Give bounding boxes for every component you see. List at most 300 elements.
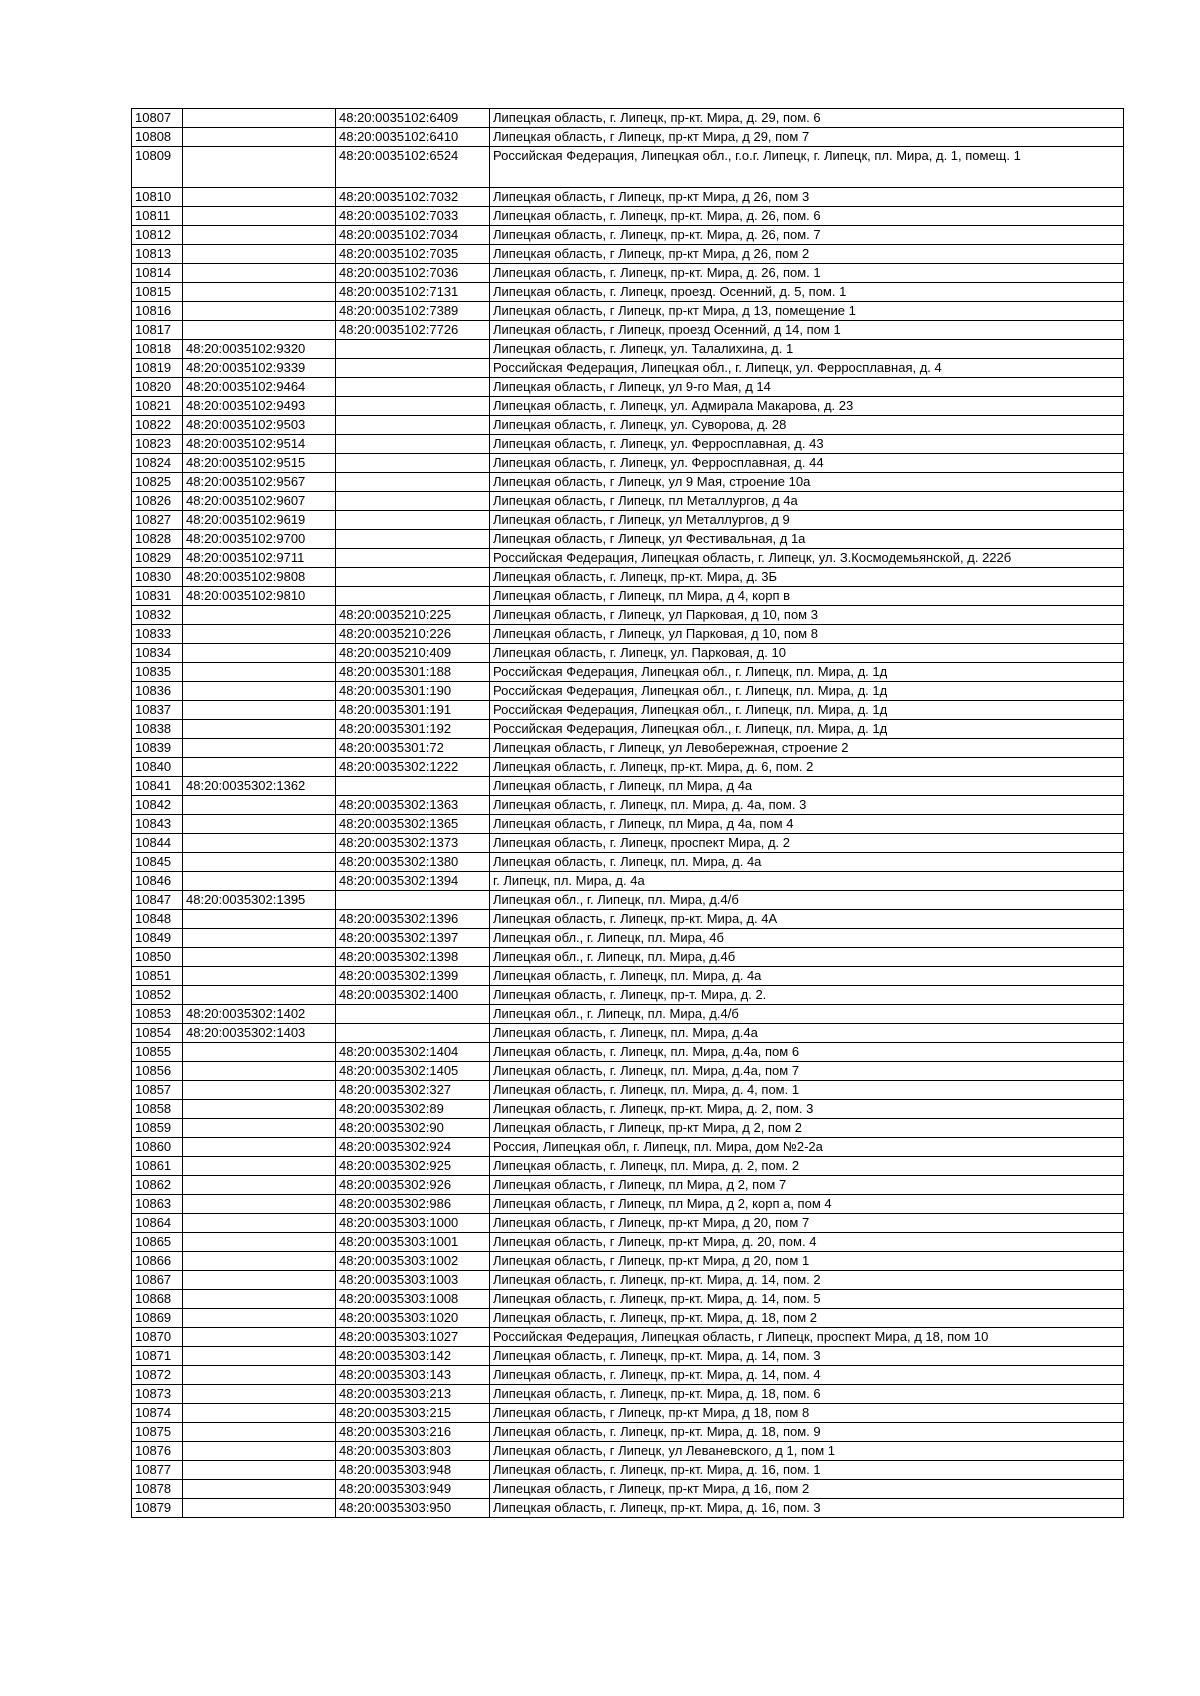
cadastral-number-b-cell: 48:20:0035102:6410 xyxy=(336,128,490,147)
table-row xyxy=(132,1328,1124,1347)
address-cell: Липецкая область, г Липецк, ул Фестивальная, д 1а xyxy=(490,530,1124,549)
row-number-cell: 10820 xyxy=(132,378,183,397)
cadastral-number-b-cell xyxy=(336,492,490,511)
cadastral-number-b-cell: 48:20:0035301:191 xyxy=(336,701,490,720)
table-row xyxy=(132,1423,1124,1442)
row-number-cell: 10859 xyxy=(132,1119,183,1138)
row-number-cell: 10874 xyxy=(132,1404,183,1423)
address-cell: Липецкая область, г Липецк, ул 9 Мая, строение 10а xyxy=(490,473,1124,492)
table-row xyxy=(132,701,1124,720)
address-cell: Липецкая обл., г. Липецк, пл. Мира, 4б xyxy=(490,929,1124,948)
row-number-cell: 10843 xyxy=(132,815,183,834)
table-row xyxy=(132,245,1124,264)
cadastral-number-a-cell xyxy=(183,625,336,644)
cadastral-number-b-cell xyxy=(336,359,490,378)
data-table xyxy=(131,108,1124,1518)
cadastral-number-a-cell xyxy=(183,1366,336,1385)
address-cell: Липецкая область, г. Липецк, пр-кт. Мира, д. 26, пом. 1 xyxy=(490,264,1124,283)
cadastral-number-a-cell xyxy=(183,1100,336,1119)
row-number-cell: 10810 xyxy=(132,188,183,207)
address-cell: Липецкая область, г. Липецк, пр-кт. Мира, д. 14, пом. 2 xyxy=(490,1271,1124,1290)
row-number-cell: 10858 xyxy=(132,1100,183,1119)
row-number-cell: 10833 xyxy=(132,625,183,644)
cadastral-number-a-cell xyxy=(183,1081,336,1100)
cadastral-number-a-cell xyxy=(183,739,336,758)
row-number-cell: 10828 xyxy=(132,530,183,549)
table-row xyxy=(132,1119,1124,1138)
table-row xyxy=(132,416,1124,435)
cadastral-number-a-cell xyxy=(183,1499,336,1518)
row-number-cell: 10876 xyxy=(132,1442,183,1461)
cadastral-number-a-cell: 48:20:0035102:9464 xyxy=(183,378,336,397)
cadastral-number-b-cell: 48:20:0035303:142 xyxy=(336,1347,490,1366)
address-cell: Липецкая область, г Липецк, пл Мира, д 2, пом 7 xyxy=(490,1176,1124,1195)
table-row xyxy=(132,492,1124,511)
row-number-cell: 10825 xyxy=(132,473,183,492)
cadastral-number-b-cell: 48:20:0035102:7036 xyxy=(336,264,490,283)
cadastral-number-a-cell xyxy=(183,1328,336,1347)
property-register-table xyxy=(131,108,1124,1518)
cadastral-number-b-cell: 48:20:0035303:143 xyxy=(336,1366,490,1385)
address-cell: Липецкая область, г. Липецк, пр-кт. Мира, д. 2, пом. 3 xyxy=(490,1100,1124,1119)
table-row xyxy=(132,739,1124,758)
row-number-cell: 10840 xyxy=(132,758,183,777)
cadastral-number-a-cell xyxy=(183,1233,336,1252)
row-number-cell: 10870 xyxy=(132,1328,183,1347)
cadastral-number-a-cell: 48:20:0035102:9808 xyxy=(183,568,336,587)
row-number-cell: 10834 xyxy=(132,644,183,663)
table-row xyxy=(132,302,1124,321)
row-number-cell: 10862 xyxy=(132,1176,183,1195)
table-row xyxy=(132,777,1124,796)
cadastral-number-a-cell xyxy=(183,147,336,188)
cadastral-number-a-cell: 48:20:0035102:9320 xyxy=(183,340,336,359)
address-cell: Липецкая область, г. Липецк, ул. Адмирала Макарова, д. 23 xyxy=(490,397,1124,416)
address-cell: Липецкая область, г Липецк, пл Мира, д 4а, пом 4 xyxy=(490,815,1124,834)
address-cell: Российская Федерация, Липецкая обл., г. Липецк, пл. Мира, д. 1д xyxy=(490,663,1124,682)
row-number-cell: 10826 xyxy=(132,492,183,511)
cadastral-number-a-cell xyxy=(183,834,336,853)
cadastral-number-b-cell: 48:20:0035303:1001 xyxy=(336,1233,490,1252)
table-row xyxy=(132,435,1124,454)
cadastral-number-a-cell xyxy=(183,1271,336,1290)
cadastral-number-b-cell: 48:20:0035210:225 xyxy=(336,606,490,625)
cadastral-number-b-cell: 48:20:0035302:1373 xyxy=(336,834,490,853)
cadastral-number-a-cell: 48:20:0035102:9515 xyxy=(183,454,336,473)
cadastral-number-b-cell: 48:20:0035302:1394 xyxy=(336,872,490,891)
cadastral-number-b-cell: 48:20:0035302:1222 xyxy=(336,758,490,777)
cadastral-number-a-cell xyxy=(183,226,336,245)
address-cell: Липецкая область, г. Липецк, пр-кт. Мира, д. 4А xyxy=(490,910,1124,929)
table-row xyxy=(132,1043,1124,1062)
table-row xyxy=(132,473,1124,492)
cadastral-number-a-cell xyxy=(183,1290,336,1309)
cadastral-number-a-cell: 48:20:0035302:1362 xyxy=(183,777,336,796)
table-row xyxy=(132,1271,1124,1290)
cadastral-number-a-cell: 48:20:0035102:9607 xyxy=(183,492,336,511)
cadastral-number-b-cell: 48:20:0035303:949 xyxy=(336,1480,490,1499)
cadastral-number-b-cell xyxy=(336,340,490,359)
address-cell: Липецкая область, г Липецк, пр-кт Мира, д 20, пом 1 xyxy=(490,1252,1124,1271)
address-cell: Липецкая область, г. Липецк, пр-кт. Мира, д. 14, пом. 5 xyxy=(490,1290,1124,1309)
cadastral-number-b-cell: 48:20:0035303:803 xyxy=(336,1442,490,1461)
cadastral-number-b-cell: 48:20:0035303:1002 xyxy=(336,1252,490,1271)
cadastral-number-b-cell: 48:20:0035102:7033 xyxy=(336,207,490,226)
cadastral-number-a-cell xyxy=(183,872,336,891)
cadastral-number-a-cell xyxy=(183,1404,336,1423)
table-row xyxy=(132,796,1124,815)
cadastral-number-a-cell: 48:20:0035302:1403 xyxy=(183,1024,336,1043)
cadastral-number-b-cell: 48:20:0035303:1000 xyxy=(336,1214,490,1233)
table-row xyxy=(132,1081,1124,1100)
row-number-cell: 10830 xyxy=(132,568,183,587)
row-number-cell: 10818 xyxy=(132,340,183,359)
table-row xyxy=(132,1195,1124,1214)
address-cell: Липецкая область, г. Липецк, пр-кт. Мира, д. 16, пом. 1 xyxy=(490,1461,1124,1480)
table-row xyxy=(132,1480,1124,1499)
row-number-cell: 10875 xyxy=(132,1423,183,1442)
cadastral-number-a-cell xyxy=(183,644,336,663)
row-number-cell: 10860 xyxy=(132,1138,183,1157)
row-number-cell: 10854 xyxy=(132,1024,183,1043)
address-cell: Липецкая область, г Липецк, пл Мира, д 4а xyxy=(490,777,1124,796)
cadastral-number-b-cell: 48:20:0035102:6524 xyxy=(336,147,490,188)
cadastral-number-a-cell xyxy=(183,815,336,834)
address-cell: Липецкая область, г Липецк, пр-кт Мира, д. 20, пом. 4 xyxy=(490,1233,1124,1252)
address-cell: Липецкая область, г. Липецк, пл. Мира, д.4а xyxy=(490,1024,1124,1043)
cadastral-number-b-cell: 48:20:0035303:213 xyxy=(336,1385,490,1404)
row-number-cell: 10850 xyxy=(132,948,183,967)
table-row xyxy=(132,530,1124,549)
cadastral-number-a-cell: 48:20:0035302:1395 xyxy=(183,891,336,910)
address-cell: Липецкая область, г. Липецк, проспект Мира, д. 2 xyxy=(490,834,1124,853)
cadastral-number-a-cell xyxy=(183,264,336,283)
cadastral-number-a-cell xyxy=(183,1119,336,1138)
row-number-cell: 10845 xyxy=(132,853,183,872)
cadastral-number-b-cell: 48:20:0035302:986 xyxy=(336,1195,490,1214)
cadastral-number-b-cell xyxy=(336,587,490,606)
address-cell: Липецкая область, г. Липецк, ул. Ферросплавная, д. 44 xyxy=(490,454,1124,473)
address-cell: Липецкая область, г. Липецк, пл. Мира, д. 4а xyxy=(490,853,1124,872)
cadastral-number-a-cell xyxy=(183,1461,336,1480)
row-number-cell: 10832 xyxy=(132,606,183,625)
cadastral-number-a-cell xyxy=(183,1252,336,1271)
cadastral-number-a-cell xyxy=(183,207,336,226)
row-number-cell: 10831 xyxy=(132,587,183,606)
cadastral-number-a-cell xyxy=(183,1195,336,1214)
cadastral-number-b-cell xyxy=(336,473,490,492)
table-row xyxy=(132,128,1124,147)
cadastral-number-a-cell xyxy=(183,910,336,929)
row-number-cell: 10844 xyxy=(132,834,183,853)
table-row xyxy=(132,910,1124,929)
cadastral-number-b-cell xyxy=(336,568,490,587)
cadastral-number-b-cell: 48:20:0035303:1003 xyxy=(336,1271,490,1290)
cadastral-number-a-cell xyxy=(183,1309,336,1328)
cadastral-number-b-cell: 48:20:0035301:188 xyxy=(336,663,490,682)
table-row xyxy=(132,682,1124,701)
table-row xyxy=(132,720,1124,739)
row-number-cell: 10856 xyxy=(132,1062,183,1081)
cadastral-number-b-cell: 48:20:0035302:327 xyxy=(336,1081,490,1100)
cadastral-number-b-cell: 48:20:0035102:7131 xyxy=(336,283,490,302)
table-row xyxy=(132,226,1124,245)
cadastral-number-a-cell xyxy=(183,188,336,207)
table-row xyxy=(132,283,1124,302)
cadastral-number-a-cell: 48:20:0035102:9711 xyxy=(183,549,336,568)
cadastral-number-a-cell xyxy=(183,967,336,986)
row-number-cell: 10822 xyxy=(132,416,183,435)
table-row xyxy=(132,1157,1124,1176)
table-row xyxy=(132,359,1124,378)
address-cell: Липецкая область, г. Липецк, пр-кт. Мира, д. 29, пом. 6 xyxy=(490,109,1124,128)
cadastral-number-a-cell xyxy=(183,948,336,967)
cadastral-number-b-cell: 48:20:0035302:1380 xyxy=(336,853,490,872)
row-number-cell: 10852 xyxy=(132,986,183,1005)
cadastral-number-a-cell xyxy=(183,1442,336,1461)
cadastral-number-b-cell: 48:20:0035302:1400 xyxy=(336,986,490,1005)
table-row xyxy=(132,340,1124,359)
address-cell: Липецкая область, г. Липецк, пр-кт. Мира, д. 26, пом. 7 xyxy=(490,226,1124,245)
row-number-cell: 10811 xyxy=(132,207,183,226)
cadastral-number-a-cell xyxy=(183,283,336,302)
cadastral-number-a-cell xyxy=(183,1480,336,1499)
table-row xyxy=(132,1404,1124,1423)
address-cell: Липецкая область, г Липецк, пл Мира, д 4, корп в xyxy=(490,587,1124,606)
cadastral-number-b-cell: 48:20:0035302:1405 xyxy=(336,1062,490,1081)
address-cell: Липецкая область, г. Липецк, пр-кт. Мира, д. 18, пом. 6 xyxy=(490,1385,1124,1404)
table-row xyxy=(132,1499,1124,1518)
address-cell: Российская Федерация, Липецкая обл., г. Липецк, ул. Ферросплавная, д. 4 xyxy=(490,359,1124,378)
table-body xyxy=(132,109,1124,1518)
cadastral-number-b-cell: 48:20:0035302:1404 xyxy=(336,1043,490,1062)
row-number-cell: 10829 xyxy=(132,549,183,568)
table-row xyxy=(132,1252,1124,1271)
address-cell: Липецкая область, г. Липецк, пр-т. Мира, д. 2. xyxy=(490,986,1124,1005)
cadastral-number-a-cell xyxy=(183,1347,336,1366)
cadastral-number-b-cell: 48:20:0035303:948 xyxy=(336,1461,490,1480)
cadastral-number-b-cell: 48:20:0035303:1020 xyxy=(336,1309,490,1328)
cadastral-number-a-cell xyxy=(183,758,336,777)
cadastral-number-b-cell xyxy=(336,1024,490,1043)
address-cell: Липецкая область, г. Липецк, пл. Мира, д.4а, пом 6 xyxy=(490,1043,1124,1062)
row-number-cell: 10873 xyxy=(132,1385,183,1404)
cadastral-number-a-cell: 48:20:0035302:1402 xyxy=(183,1005,336,1024)
cadastral-number-a-cell xyxy=(183,663,336,682)
address-cell: Липецкая область, г Липецк, пр-кт Мира, д 2, пом 2 xyxy=(490,1119,1124,1138)
cadastral-number-b-cell: 48:20:0035102:7389 xyxy=(336,302,490,321)
cadastral-number-a-cell: 48:20:0035102:9810 xyxy=(183,587,336,606)
address-cell: Липецкая область, г. Липецк, проезд. Осенний, д. 5, пом. 1 xyxy=(490,283,1124,302)
address-cell: Липецкая обл., г. Липецк, пл. Мира, д.4б xyxy=(490,948,1124,967)
cadastral-number-b-cell xyxy=(336,416,490,435)
address-cell: Липецкая область, г Липецк, пр-кт Мира, д 13, помещение 1 xyxy=(490,302,1124,321)
cadastral-number-a-cell xyxy=(183,1138,336,1157)
cadastral-number-b-cell: 48:20:0035301:192 xyxy=(336,720,490,739)
table-row xyxy=(132,891,1124,910)
row-number-cell: 10868 xyxy=(132,1290,183,1309)
table-row xyxy=(132,378,1124,397)
row-number-cell: 10869 xyxy=(132,1309,183,1328)
row-number-cell: 10879 xyxy=(132,1499,183,1518)
table-row xyxy=(132,967,1124,986)
address-cell: Липецкая область, г Липецк, пл Металлургов, д 4а xyxy=(490,492,1124,511)
address-cell: Липецкая область, г Липецк, пр-кт Мира, д 26, пом 2 xyxy=(490,245,1124,264)
address-cell: Липецкая область, г Липецк, ул 9-го Мая, д 14 xyxy=(490,378,1124,397)
cadastral-number-a-cell xyxy=(183,853,336,872)
cadastral-number-b-cell xyxy=(336,530,490,549)
cadastral-number-b-cell: 48:20:0035302:1398 xyxy=(336,948,490,967)
address-cell: Липецкая область, г. Липецк, пр-кт. Мира, д. 26, пом. 6 xyxy=(490,207,1124,226)
address-cell: Липецкая область, г. Липецк, пр-кт. Мира, д. 6, пом. 2 xyxy=(490,758,1124,777)
cadastral-number-a-cell xyxy=(183,986,336,1005)
cadastral-number-a-cell xyxy=(183,1043,336,1062)
cadastral-number-b-cell: 48:20:0035303:950 xyxy=(336,1499,490,1518)
table-row xyxy=(132,1100,1124,1119)
address-cell: Липецкая обл., г. Липецк, пл. Мира, д.4/б xyxy=(490,1005,1124,1024)
row-number-cell: 10824 xyxy=(132,454,183,473)
cadastral-number-b-cell: 48:20:0035301:72 xyxy=(336,739,490,758)
cadastral-number-b-cell: 48:20:0035303:1008 xyxy=(336,1290,490,1309)
address-cell: Российская Федерация, Липецкая обл., г. Липецк, пл. Мира, д. 1д xyxy=(490,720,1124,739)
row-number-cell: 10823 xyxy=(132,435,183,454)
address-cell: Липецкая обл., г. Липецк, пл. Мира, д.4/б xyxy=(490,891,1124,910)
table-row xyxy=(132,1461,1124,1480)
address-cell: Липецкая область, г. Липецк, пр-кт. Мира, д. 18, пом 2 xyxy=(490,1309,1124,1328)
row-number-cell: 10877 xyxy=(132,1461,183,1480)
row-number-cell: 10863 xyxy=(132,1195,183,1214)
address-cell: Липецкая область, г. Липецк, ул. Суворова, д. 28 xyxy=(490,416,1124,435)
row-number-cell: 10864 xyxy=(132,1214,183,1233)
cadastral-number-b-cell: 48:20:0035302:89 xyxy=(336,1100,490,1119)
cadastral-number-a-cell xyxy=(183,302,336,321)
cadastral-number-b-cell: 48:20:0035303:216 xyxy=(336,1423,490,1442)
row-number-cell: 10809 xyxy=(132,147,183,188)
table-row xyxy=(132,109,1124,128)
cadastral-number-b-cell: 48:20:0035302:1399 xyxy=(336,967,490,986)
cadastral-number-a-cell: 48:20:0035102:9339 xyxy=(183,359,336,378)
row-number-cell: 10816 xyxy=(132,302,183,321)
cadastral-number-b-cell: 48:20:0035302:1363 xyxy=(336,796,490,815)
table-row xyxy=(132,929,1124,948)
address-cell: Липецкая область, г Липецк, пр-кт Мира, д 20, пом 7 xyxy=(490,1214,1124,1233)
row-number-cell: 10837 xyxy=(132,701,183,720)
table-row xyxy=(132,815,1124,834)
cadastral-number-b-cell: 48:20:0035303:1027 xyxy=(336,1328,490,1347)
address-cell: Липецкая область, г Липецк, ул Металлургов, д 9 xyxy=(490,511,1124,530)
cadastral-number-b-cell xyxy=(336,891,490,910)
row-number-cell: 10846 xyxy=(132,872,183,891)
row-number-cell: 10871 xyxy=(132,1347,183,1366)
row-number-cell: 10817 xyxy=(132,321,183,340)
cadastral-number-a-cell xyxy=(183,720,336,739)
address-cell: Российская Федерация, Липецкая область, г Липецк, проспект Мира, д 18, пом 10 xyxy=(490,1328,1124,1347)
row-number-cell: 10847 xyxy=(132,891,183,910)
cadastral-number-a-cell xyxy=(183,245,336,264)
row-number-cell: 10857 xyxy=(132,1081,183,1100)
cadastral-number-a-cell xyxy=(183,109,336,128)
row-number-cell: 10807 xyxy=(132,109,183,128)
table-row xyxy=(132,948,1124,967)
cadastral-number-a-cell xyxy=(183,1385,336,1404)
cadastral-number-a-cell xyxy=(183,1176,336,1195)
cadastral-number-b-cell: 48:20:0035102:6409 xyxy=(336,109,490,128)
address-cell: Липецкая область, г Липецк, ул Парковая, д 10, пом 8 xyxy=(490,625,1124,644)
cadastral-number-a-cell xyxy=(183,1157,336,1176)
address-cell: Российская Федерация, Липецкая обл., г. Липецк, пл. Мира, д. 1д xyxy=(490,682,1124,701)
cadastral-number-a-cell: 48:20:0035102:9493 xyxy=(183,397,336,416)
row-number-cell: 10815 xyxy=(132,283,183,302)
row-number-cell: 10861 xyxy=(132,1157,183,1176)
row-number-cell: 10835 xyxy=(132,663,183,682)
row-number-cell: 10839 xyxy=(132,739,183,758)
row-number-cell: 10855 xyxy=(132,1043,183,1062)
cadastral-number-a-cell xyxy=(183,929,336,948)
table-row xyxy=(132,1366,1124,1385)
row-number-cell: 10814 xyxy=(132,264,183,283)
cadastral-number-a-cell xyxy=(183,321,336,340)
address-cell: Липецкая область, г. Липецк, пл. Мира, д.4а, пом 7 xyxy=(490,1062,1124,1081)
row-number-cell: 10841 xyxy=(132,777,183,796)
address-cell: Липецкая область, г Липецк, пр-кт Мира, д 16, пом 2 xyxy=(490,1480,1124,1499)
table-row xyxy=(132,625,1124,644)
address-cell: Липецкая область, г Липецк, ул Парковая, д 10, пом 3 xyxy=(490,606,1124,625)
row-number-cell: 10849 xyxy=(132,929,183,948)
table-row xyxy=(132,606,1124,625)
address-cell: Липецкая область, г Липецк, пр-кт Мира, д 18, пом 8 xyxy=(490,1404,1124,1423)
row-number-cell: 10827 xyxy=(132,511,183,530)
cadastral-number-b-cell: 48:20:0035102:7034 xyxy=(336,226,490,245)
table-row xyxy=(132,264,1124,283)
cadastral-number-b-cell: 48:20:0035102:7035 xyxy=(336,245,490,264)
address-cell: Липецкая область, г Липецк, ул Леваневского, д 1, пом 1 xyxy=(490,1442,1124,1461)
address-cell: Липецкая область, г. Липецк, пл. Мира, д. 4, пом. 1 xyxy=(490,1081,1124,1100)
table-row xyxy=(132,1442,1124,1461)
table-row xyxy=(132,1290,1124,1309)
address-cell: Липецкая область, г. Липецк, ул. Ферросплавная, д. 43 xyxy=(490,435,1124,454)
table-row xyxy=(132,853,1124,872)
row-number-cell: 10808 xyxy=(132,128,183,147)
cadastral-number-b-cell: 48:20:0035210:226 xyxy=(336,625,490,644)
table-row xyxy=(132,1309,1124,1328)
table-row xyxy=(132,1176,1124,1195)
row-number-cell: 10878 xyxy=(132,1480,183,1499)
cadastral-number-b-cell xyxy=(336,454,490,473)
row-number-cell: 10838 xyxy=(132,720,183,739)
row-number-cell: 10842 xyxy=(132,796,183,815)
row-number-cell: 10867 xyxy=(132,1271,183,1290)
address-cell: Российская Федерация, Липецкая обл., г. Липецк, пл. Мира, д. 1д xyxy=(490,701,1124,720)
table-row xyxy=(132,549,1124,568)
cadastral-number-a-cell: 48:20:0035102:9700 xyxy=(183,530,336,549)
cadastral-number-b-cell: 48:20:0035102:7032 xyxy=(336,188,490,207)
table-row xyxy=(132,1138,1124,1157)
row-number-cell: 10853 xyxy=(132,1005,183,1024)
table-row xyxy=(132,147,1124,188)
address-cell: Липецкая область, г. Липецк, пл. Мира, д. 4а xyxy=(490,967,1124,986)
table-row xyxy=(132,758,1124,777)
address-cell: Российская Федерация, Липецкая область, г. Липецк, ул. З.Космодемьянской, д. 222б xyxy=(490,549,1124,568)
table-row xyxy=(132,321,1124,340)
table-row xyxy=(132,1385,1124,1404)
table-row xyxy=(132,872,1124,891)
address-cell: Российская Федерация, Липецкая обл., г.о.г. Липецк, г. Липецк, пл. Мира, д. 1, помещ. 1 xyxy=(490,147,1124,188)
table-row xyxy=(132,1347,1124,1366)
cadastral-number-b-cell: 48:20:0035301:190 xyxy=(336,682,490,701)
cadastral-number-a-cell: 48:20:0035102:9514 xyxy=(183,435,336,454)
cadastral-number-b-cell: 48:20:0035302:1396 xyxy=(336,910,490,929)
address-cell: Липецкая область, г. Липецк, ул. Парковая, д. 10 xyxy=(490,644,1124,663)
